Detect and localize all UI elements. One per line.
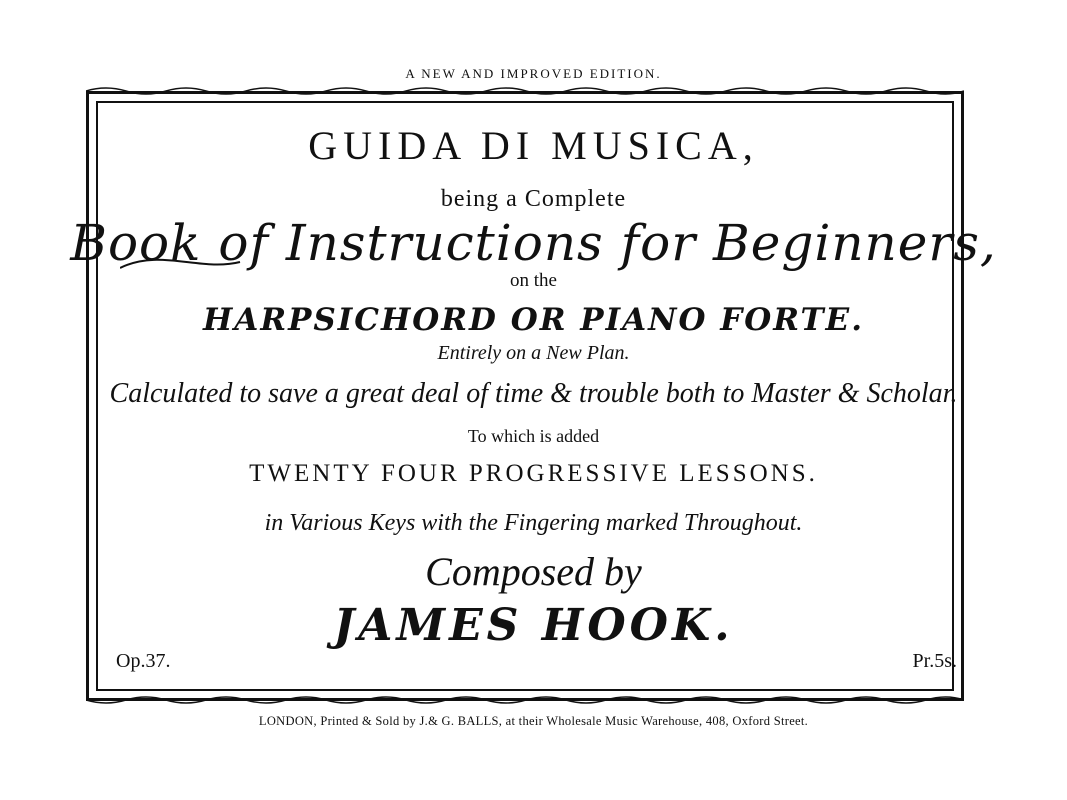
edition-heading: A NEW AND IMPROVED EDITION. bbox=[405, 66, 662, 81]
progressive-lessons-line: TWENTY FOUR PROGRESSIVE LESSONS. bbox=[249, 460, 818, 487]
new-plan-line: Entirely on a New Plan. bbox=[437, 342, 630, 364]
top-border-ornament bbox=[86, 84, 964, 98]
subtitle-on-the: on the bbox=[510, 270, 557, 291]
opus-number: Op.37. bbox=[116, 650, 171, 672]
price-label: Pr.5s. bbox=[912, 650, 957, 672]
composer-name: JAMES HOOK. bbox=[333, 600, 734, 651]
instrument-line: HARPSICHORD OR PIANO FORTE. bbox=[203, 302, 864, 338]
book-of-instructions-line: Book of Instructions for Beginners, bbox=[70, 214, 997, 272]
work-title: GUIDA DI MUSICA, bbox=[308, 123, 759, 168]
composed-by-line: Composed by bbox=[425, 549, 642, 594]
publisher-imprint: LONDON, Printed & Sold by J.& G. BALLS, at their Wholesale Music Warehouse, 408, Oxford Street. bbox=[258, 714, 809, 728]
subtitle-being-complete: being a Complete bbox=[440, 186, 627, 212]
bottom-border-ornament bbox=[86, 693, 964, 707]
calculated-line: Calculated to save a great deal of time & trouble both to Master & Scholar. bbox=[109, 378, 958, 409]
to-which-is-added-line: To which is added bbox=[467, 426, 600, 446]
various-keys-line: in Various Keys with the Fingering marked Throughout. bbox=[264, 510, 803, 536]
